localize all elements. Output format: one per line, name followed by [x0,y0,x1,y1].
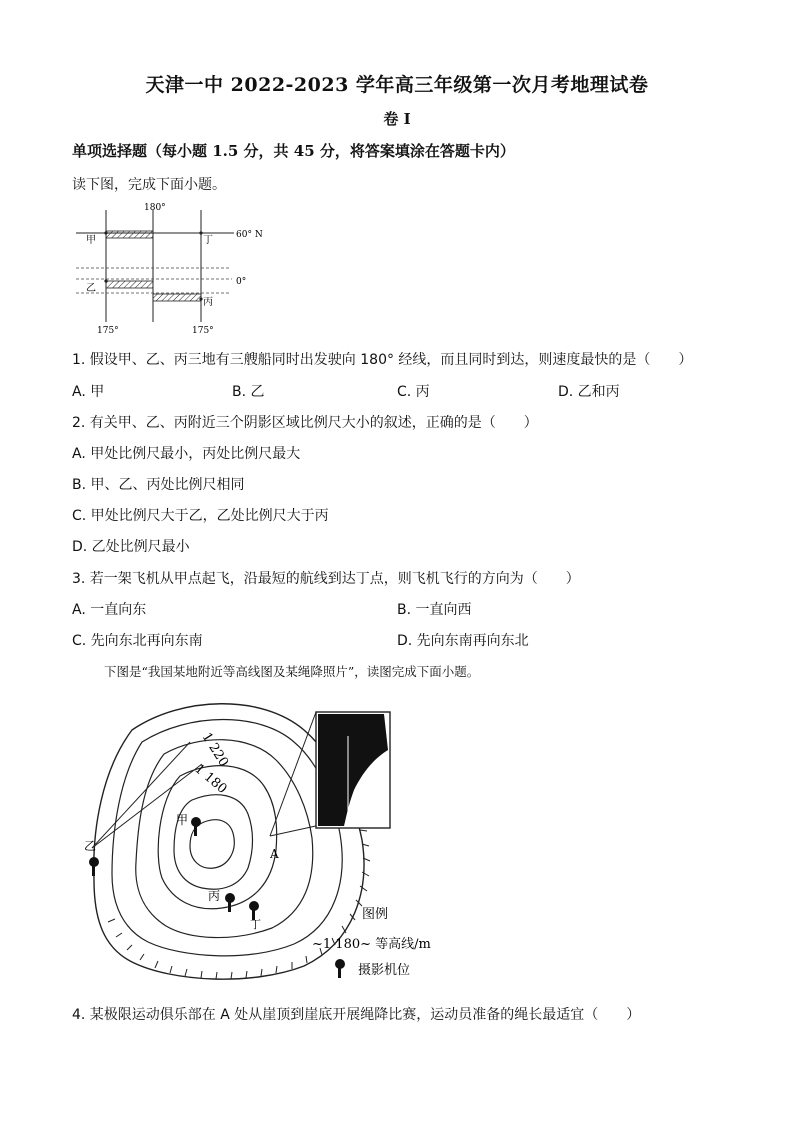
q3-option-d[interactable]: D. 先向东南再向东北 [397,633,529,649]
lon-180-label: 180° [144,203,166,213]
q3-option-a[interactable]: A. 一直向东 [72,602,147,618]
camera-icon-yi [89,857,99,876]
contour-1180-label: 1 180 [191,761,230,797]
legend-camera-icon [335,959,345,978]
point-yi-label-2: 乙 [84,839,97,853]
page-title: 天津一中 2022-2023 学年高三年级第一次月考地理试卷 [145,74,649,96]
q1-option-b[interactable]: B. 乙 [232,384,265,400]
point-bing-label: 丙 [203,297,213,308]
camera-icon-bing [225,893,235,912]
point-jia-label: 甲 [86,235,96,246]
legend-title: 图例 [362,907,389,922]
q1-option-a[interactable]: A. 甲 [72,384,105,400]
point-jia-label-2: 甲 [176,813,189,827]
q2-option-b[interactable]: B. 甲、乙、丙处比例尺相同 [72,477,245,493]
question-1-stem: 1. 假设甲、乙、丙三地有三艘船同时出发驶向 180° 经线，而且同时到达，则速度最快的是（ ） [72,352,693,368]
group1-intro: 读下图，完成下面小题。 [72,177,226,193]
contour-map-figure [72,690,492,990]
group2-intro: 下图是“我国某地附近等高线图及某绳降照片”，读图完成下面小题。 [104,664,480,679]
lat-60n-label: 60° N [236,230,263,240]
graticule-figure [70,200,270,340]
point-ding-label: 丁 [203,235,213,246]
point-a-label: A [270,847,279,861]
q1-option-c[interactable]: C. 丙 [397,384,430,400]
q1-option-d[interactable]: D. 乙和丙 [558,384,620,400]
legend-camera-label: 摄影机位 [358,963,411,978]
equator-label: 0° [236,277,247,287]
volume-label: 卷 I [383,110,411,128]
q3-option-b[interactable]: B. 一直向西 [397,602,472,618]
legend-contour: ~1 180~ 等高线/m [312,937,431,952]
point-ding-label-2: 丁 [250,918,261,931]
point-bing-label-2: 丙 [208,889,221,903]
point-yi-label: 乙 [86,283,96,294]
lon-175-left-label: 175° [97,326,119,336]
contour-1220-label: 1 220 [198,730,232,770]
q2-option-d[interactable]: D. 乙处比例尺最小 [72,539,190,555]
question-4-stem: 4. 某极限运动俱乐部在 A 处从崖顶到崖底开展绳降比赛，运动员准备的绳长最适宜（ ） [72,1007,641,1023]
q2-option-a[interactable]: A. 甲处比例尺最小，丙处比例尺最大 [72,446,301,462]
section-heading: 单项选择题（每小题 1.5 分，共 45 分，将答案填涂在答题卡内） [72,142,515,160]
question-3-stem: 3. 若一架飞机从甲点起飞，沿最短的航线到达丁点，则飞机飞行的方向为（ ） [72,571,580,587]
q2-option-c[interactable]: C. 甲处比例尺大于乙，乙处比例尺大于丙 [72,508,329,524]
q3-option-c[interactable]: C. 先向东北再向东南 [72,633,203,649]
lon-175-right-label: 175° [192,326,214,336]
question-2-stem: 2. 有关甲、乙、丙附近三个阴影区域比例尺大小的叙述，正确的是（ ） [72,415,538,431]
